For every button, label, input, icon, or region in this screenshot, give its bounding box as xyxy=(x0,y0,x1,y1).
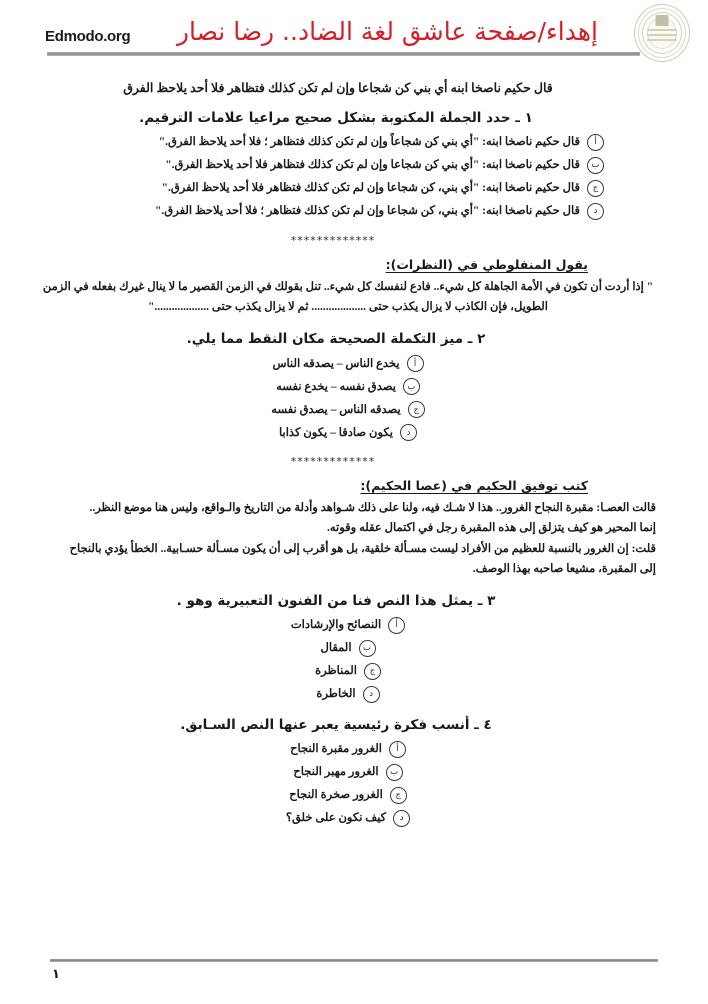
ministry-seal-icon xyxy=(634,4,690,62)
seal-inner-text xyxy=(647,29,677,43)
option-label: الغرور صخرة النجاح xyxy=(289,789,383,802)
option-item[interactable] xyxy=(40,741,656,758)
option-label: قال حكيم ناصخا ابنه: "أي بني، كن شجاعا وإن لم تكن كذلك فتظاهر ؛ فلا أحد يلاحظ الفرق." xyxy=(155,205,580,218)
option-marker: ج xyxy=(390,787,407,804)
option-label: المقال xyxy=(320,642,352,655)
option-marker: ج xyxy=(364,663,381,680)
option-label: الغرور مقبرة النجاح xyxy=(290,743,382,756)
option-marker: د xyxy=(363,686,380,703)
option-label: الغرور مهبر النجاح xyxy=(293,766,379,779)
option-marker: ب xyxy=(587,157,604,174)
option-label: المناظرة xyxy=(315,665,357,678)
option-marker: ج xyxy=(587,180,604,197)
option-item[interactable] xyxy=(40,378,656,395)
option-label: الخاطرة xyxy=(316,688,356,701)
option-label: يصدق نفسه – يخدع نفسه xyxy=(276,380,396,393)
passage-2-body xyxy=(40,498,656,579)
option-label: قال حكيم ناصخا ابنه: "أي بني، كن شجاعا وإن لم تكن كذلك فتظاهر فلا أحد يلاحظ الفرق." xyxy=(161,182,580,195)
option-item[interactable] xyxy=(40,764,656,781)
option-marker: د xyxy=(400,424,417,441)
option-label: قال حكيم ناصخا ابنه: "أي بني كن شجاعاً وإن لم تكن كذلك فتظاهر ؛ فلا أحد يلاحظ الفرق." xyxy=(158,136,580,149)
option-marker: ب xyxy=(403,378,420,395)
question-2-heading: ٢ ـ ميز التكملة الصحيحة مكان النقط مما يلي. xyxy=(186,331,486,348)
option-marker: د xyxy=(587,203,604,220)
option-marker: ب xyxy=(359,640,376,657)
option-item[interactable] xyxy=(40,640,656,657)
passage-line: قلت: إن الغرور بالنسبة للعظيم من الأفراد ليست مسـألة خلقية، بل هو أقرب إلى أن يكون مسـألة حسـابية.. الخطأ يؤدي بالنجاح xyxy=(69,542,656,555)
passage-1-body xyxy=(40,277,656,317)
intro-sentence: قال حكيم ناصخا ابنه أي بني كن شجاعا وإن لم تكن كذلك فتظاهر فلا أحد يلاحظ الفرق xyxy=(123,81,553,95)
option-item[interactable] xyxy=(40,355,656,372)
option-item[interactable] xyxy=(40,617,656,634)
edmodo-brand-label: Edmodo.org xyxy=(45,28,131,45)
option-marker: أ xyxy=(587,134,604,151)
eagle-emblem-icon xyxy=(656,15,669,26)
passage-line: إلى المقبرة، مشيعا صاحبه بهذا الوصف. xyxy=(472,562,656,575)
option-item[interactable] xyxy=(40,180,604,197)
question-3-heading: ٣ ـ يمثل هذا النص فنا من الفنون التعبيرية وهو . xyxy=(176,592,496,609)
option-item[interactable] xyxy=(40,157,604,174)
option-item[interactable] xyxy=(40,401,656,418)
page-number: ١ xyxy=(52,967,60,982)
question-2-options xyxy=(40,355,656,441)
option-marker: د xyxy=(393,810,410,827)
section-separator: ************* xyxy=(290,234,376,247)
option-label: يكون صادقا – يكون كذابا xyxy=(279,426,393,439)
page-header xyxy=(0,0,708,72)
option-label: النصائح والإرشادات xyxy=(290,619,382,632)
question-4-options xyxy=(40,741,656,827)
passage-line: الطويل، فإن الكاذب لا يزال يكذب حتى ................... ثم لا يزال يكذب حتى ..................." xyxy=(148,301,548,314)
option-marker: أ xyxy=(389,741,406,758)
option-label: كيف نكون على خلق؟ xyxy=(285,812,387,825)
document-content xyxy=(0,80,708,827)
option-item[interactable] xyxy=(40,424,656,441)
option-item[interactable] xyxy=(40,787,656,804)
passage-line: " إذا أردت أن تكون في الأمة الجاهلة كل شيء.. فادع لنفسك كل شيء.. تنل بقولك في الزمن القصير ما لا ينال غيرك بفعله في الزمن xyxy=(42,281,654,293)
option-item[interactable] xyxy=(40,686,656,703)
option-marker: أ xyxy=(407,355,424,372)
question-1-heading: ١ ـ حدد الجملة المكتوبة بشكل صحيح مراعيا علامات الترقيم. xyxy=(139,110,533,126)
passage-1-heading: يقول المنفلوطي في (النظرات): xyxy=(385,257,588,272)
option-marker: ج xyxy=(408,401,425,418)
option-marker: أ xyxy=(388,617,405,634)
section-separator: ************* xyxy=(290,455,376,469)
option-label: قال حكيم ناصخا ابنه: "أي بني كن شجاعا وإن لم تكن كذلك فتظاهر فلا أحد يلاحظ الفرق." xyxy=(165,159,580,172)
option-marker: ب xyxy=(386,764,403,781)
passage-2-heading: كتب توفيق الحكيم في (عصا الحكيم): xyxy=(360,478,588,494)
question-1-options xyxy=(40,134,656,220)
option-label: يخدع الناس – يصدقه الناس xyxy=(272,357,400,370)
dedication-text: إهداء/صفحة عاشق لغة الضاد.. رضا نصار xyxy=(176,17,598,46)
option-item[interactable] xyxy=(40,203,604,220)
footer-divider-bar xyxy=(50,959,658,962)
passage-line: قالت العصـا: مقبرة النجاح الغرور.. هذا لا شـك فيه، ولنا على ذلك شـواهد وأدلة من التاريخ والـواقع، وليس هنا موضع النظر.. xyxy=(89,502,656,515)
passage-line: إنما المحير هو كيف يتزلق إلى هذه المقبرة رجل في اكتمال عقله وقوته. xyxy=(326,522,656,535)
option-item[interactable] xyxy=(40,810,656,827)
option-label: يصدقه الناس – يصدق نفسه xyxy=(271,403,401,416)
question-4-heading: ٤ ـ أنسب فكرة رئيسية يعبر عنها النص السـابق. xyxy=(180,716,492,733)
header-divider-bar xyxy=(47,52,640,56)
question-3-options xyxy=(40,617,656,703)
option-item[interactable] xyxy=(40,134,604,151)
option-item[interactable] xyxy=(40,663,656,680)
